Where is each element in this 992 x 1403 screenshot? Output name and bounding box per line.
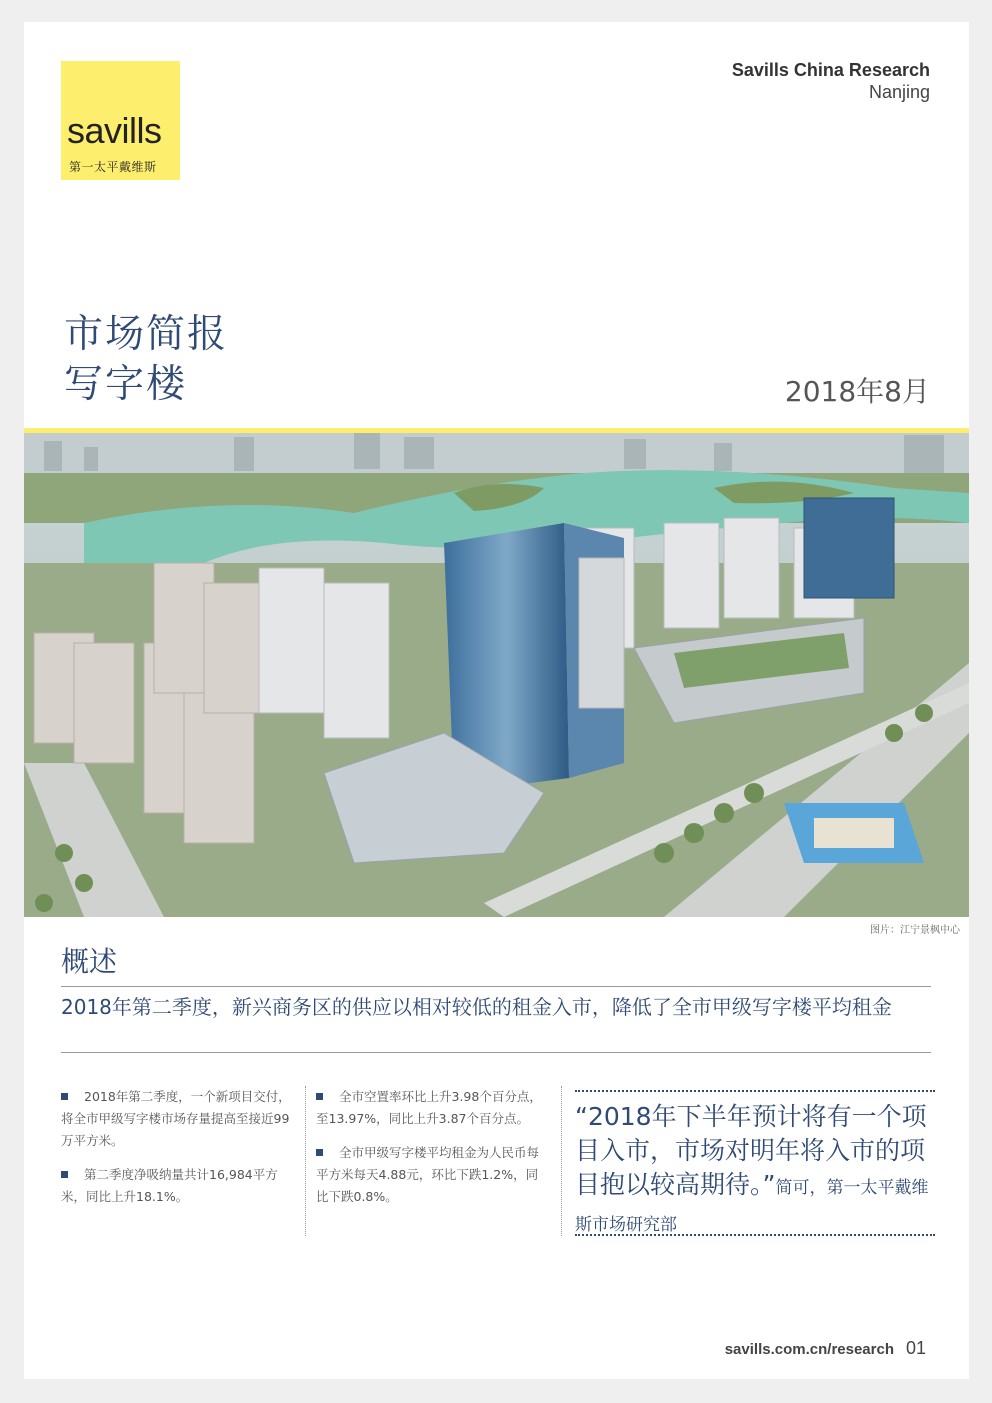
bullet-column-1 [61,1086,291,1220]
bullet-text: 全市甲级写字楼平均租金为人民币每平方米每天4.88元，环比下跌1.2%，同比下跌0.8%。 [316,1145,540,1204]
bullet-icon [61,1093,68,1100]
section-heading: 概述 [61,945,118,978]
column-separator [561,1086,562,1236]
savills-logo [61,61,180,180]
brand-title: Savills China Research [731,60,930,80]
quote-border-top [575,1090,935,1092]
quote-source: 简可，第一太平戴维斯市场研究部 [575,1178,929,1235]
bullet-text: 第二季度净吸纳量共计16,984平方米，同比上升18.1%。 [61,1167,278,1204]
report-date: 2018年8月 [784,375,930,408]
overview-headline: 2018年第二季度，新兴商务区的供应以相对较低的租金入市，降低了全市甲级写字楼平均租金 [61,995,892,1019]
logo-wordmark: savills [67,110,162,151]
aerial-city-illustration [24,433,969,917]
quote-border-bottom [575,1234,935,1236]
list-item [316,1086,546,1130]
cover-photo [24,433,969,917]
bullet-icon [316,1149,323,1156]
divider [61,1052,931,1053]
quote-text: “2018年下半年预计将有一个项目入市，市场对明年将入市的项目抱以较高期待。” [575,1102,927,1199]
list-item [61,1086,291,1152]
report-title-line1: 市场简报 [64,312,229,357]
column-separator [305,1086,306,1236]
page-number: 01 [905,1338,926,1358]
research-link[interactable]: savills.com.cn/research [724,1341,894,1358]
pull-quote [575,1100,930,1242]
brand-city: Nanjing [868,82,930,102]
list-item [61,1164,291,1208]
bullet-icon [316,1093,323,1100]
report-title-line2: 写字楼 [64,362,188,407]
bullet-text: 全市空置率环比上升3.98个百分点，至13.97%，同比上升3.87个百分点。 [316,1089,542,1126]
logo-chinese-name: 第一太平戴维斯 [69,160,157,174]
bullet-icon [61,1171,68,1178]
bullet-text: 2018年第二季度，一个新项目交付，将全市甲级写字楼市场存量提高至接近99万平方米。 [61,1089,291,1148]
photo-credit: 图片：江宁景枫中心 [870,925,960,936]
divider [61,986,931,987]
bullet-column-2 [316,1086,546,1220]
list-item [316,1142,546,1208]
